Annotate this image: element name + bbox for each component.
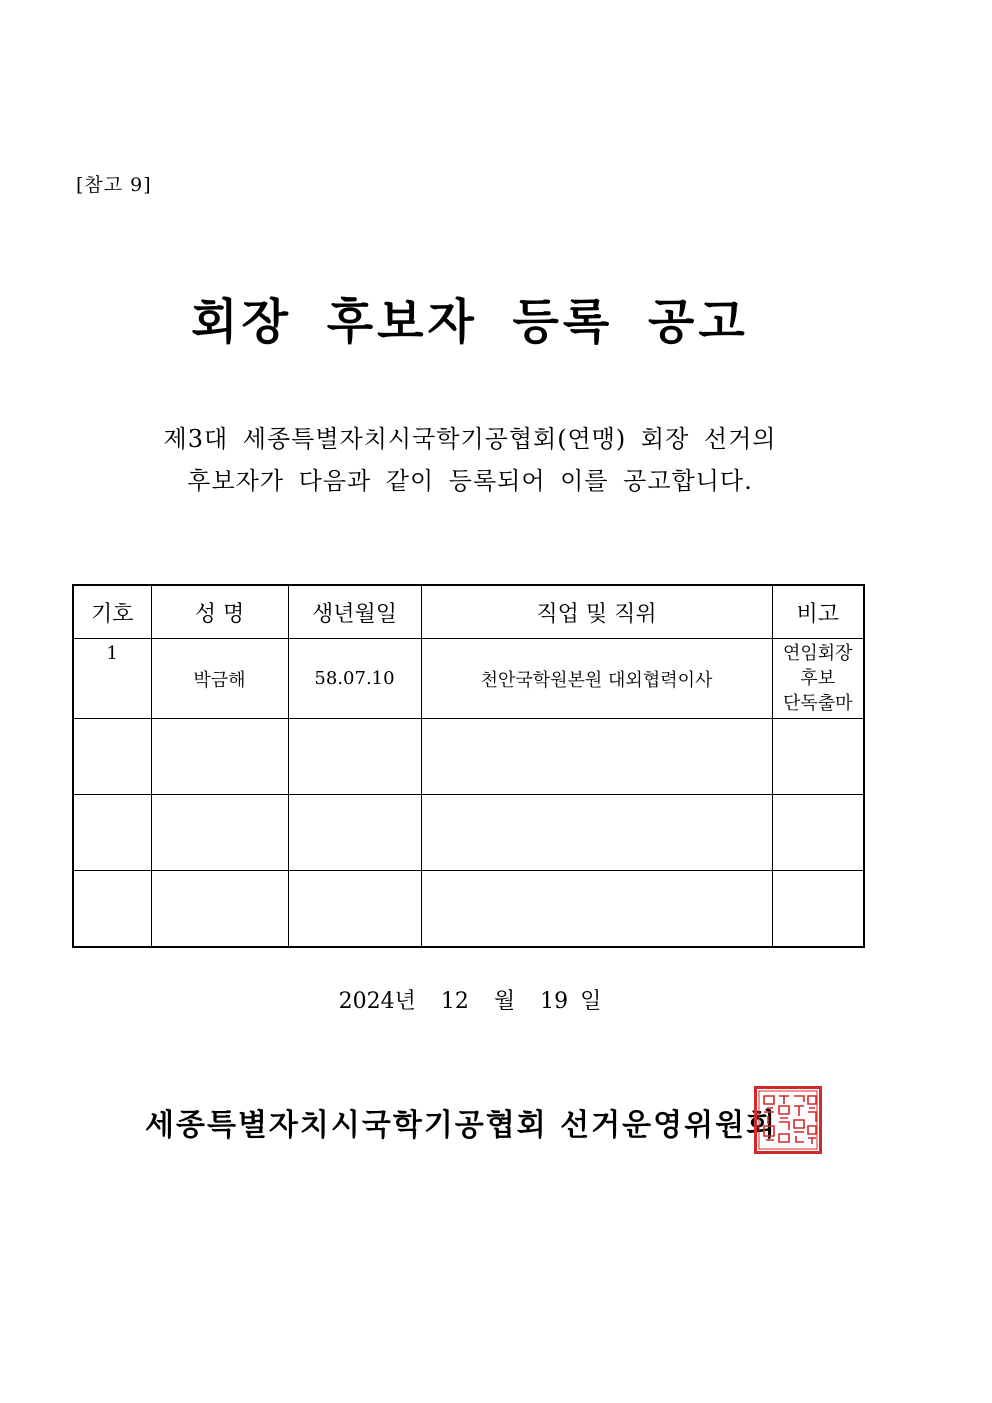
header-name: 성 명 bbox=[151, 585, 288, 639]
intro-line-1: 제3대 세종특별자치시국학기공협회(연맹) 회장 선거의 bbox=[163, 425, 777, 453]
table-row-empty bbox=[73, 871, 864, 948]
table-header-row bbox=[73, 585, 864, 639]
cell-remark bbox=[772, 639, 864, 719]
cell-birthdate: 58.07.10 bbox=[288, 639, 421, 719]
date-day: 19 bbox=[540, 989, 569, 1014]
date-day-unit: 일 bbox=[580, 989, 602, 1014]
header-remark: 비고 bbox=[772, 585, 864, 639]
table-row bbox=[73, 639, 864, 719]
header-birthdate: 생년월일 bbox=[288, 585, 421, 639]
remark-line-3: 단독출마 bbox=[782, 693, 853, 714]
cell-name: 박금해 bbox=[151, 639, 288, 719]
remark-line-2: 후보 bbox=[800, 668, 836, 689]
header-number: 기호 bbox=[73, 585, 151, 639]
page-title: 회장 후보자 등록 공고 bbox=[191, 294, 749, 350]
header-job-position: 직업 및 직위 bbox=[421, 585, 772, 639]
cell-job: 천안국학원본원 대외협력이사 bbox=[421, 639, 772, 719]
table-row-empty bbox=[73, 795, 864, 871]
candidate-table bbox=[72, 584, 865, 948]
reference-label: [참고 9] bbox=[76, 174, 152, 196]
announcement-date bbox=[0, 984, 940, 1015]
table-row-empty bbox=[73, 719, 864, 795]
date-year: 2024년 bbox=[338, 989, 416, 1014]
issuer-name: 세종특별자치시국학기공협회 선거운영위원회 bbox=[145, 1108, 778, 1143]
official-seal-icon bbox=[754, 1086, 822, 1154]
cell-number: 1 bbox=[73, 639, 151, 719]
date-month: 12 bbox=[440, 989, 469, 1014]
date-month-unit: 월 bbox=[493, 989, 516, 1014]
intro-line-2: 후보자가 다음과 같이 등록되어 이를 공고합니다. bbox=[187, 467, 753, 495]
remark-line-1: 연임회장 bbox=[782, 643, 853, 664]
intro-paragraph bbox=[0, 418, 940, 502]
